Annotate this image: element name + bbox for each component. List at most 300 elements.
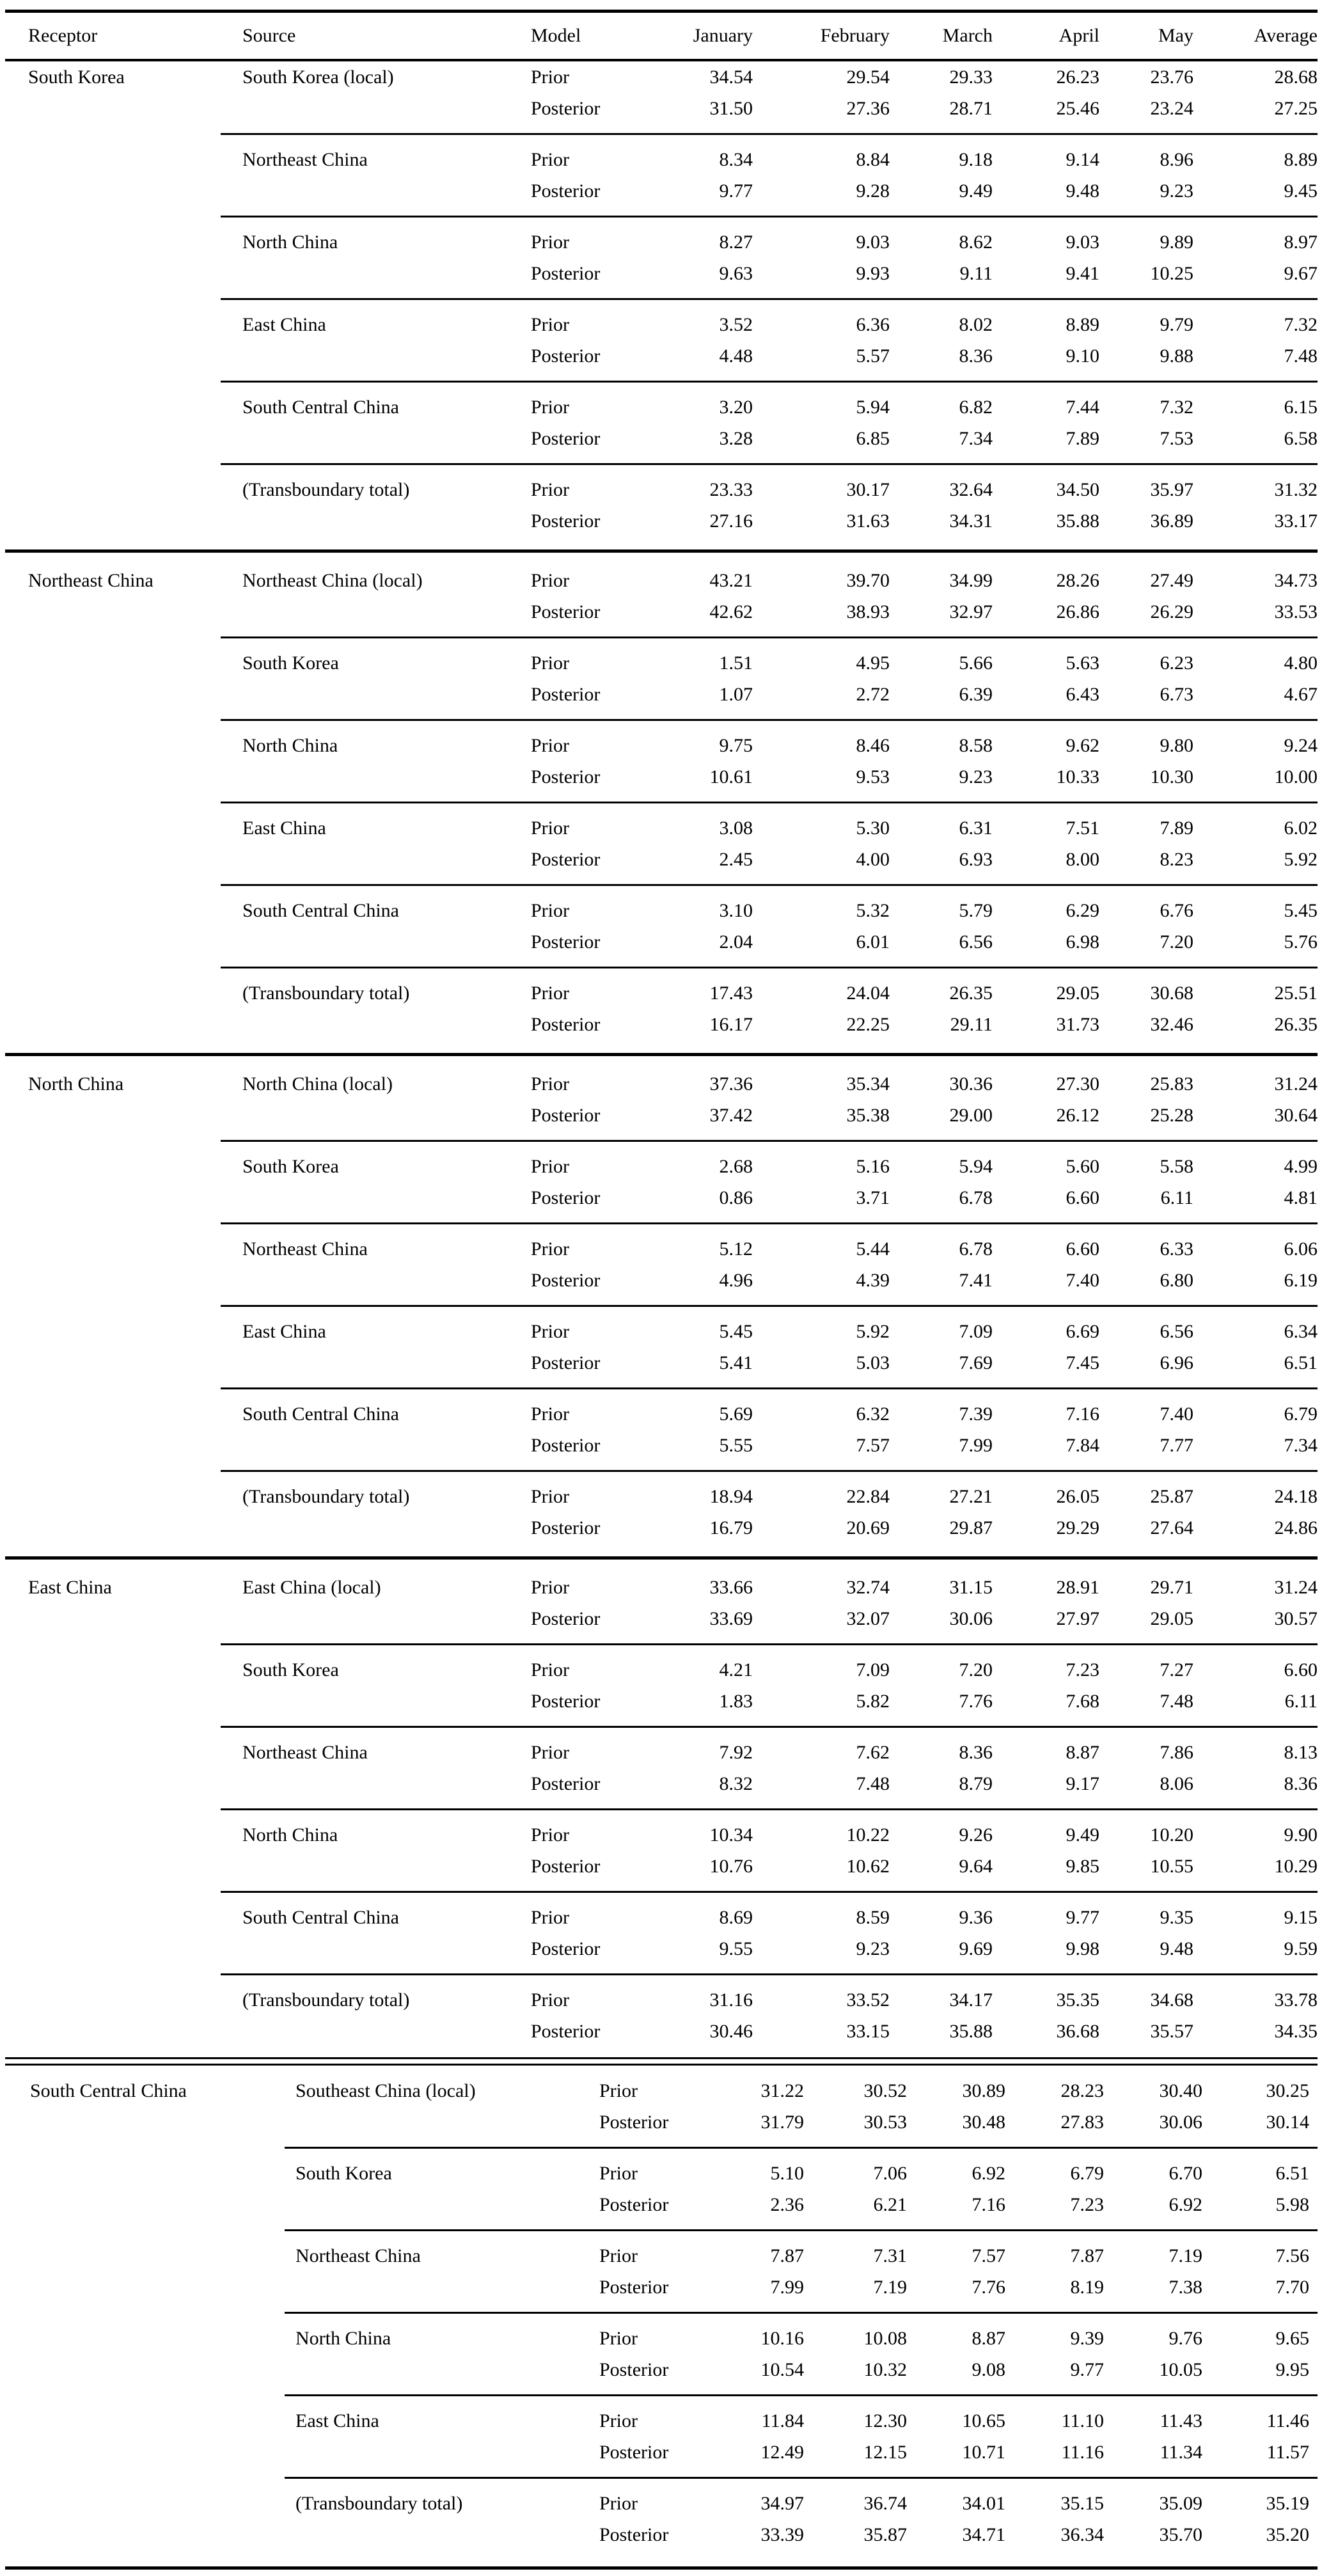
value-cell: 3.28 (719, 427, 753, 449)
source-cell: (Transboundary total) (242, 1485, 410, 1507)
model-cell: Posterior (531, 2020, 601, 2042)
value-cell: 8.96 (1160, 148, 1193, 170)
value-cell: 39.70 (846, 569, 890, 591)
value-cell: 27.16 (709, 510, 753, 532)
value-cell: 36.89 (1150, 510, 1193, 532)
receptor-section (5, 61, 1318, 537)
value-cell: 12.30 (863, 2410, 907, 2431)
value-cell: 10.05 (1159, 2359, 1202, 2380)
value-cell: 10.62 (846, 1855, 890, 1877)
value-cell: 6.58 (1284, 427, 1318, 449)
value-cell: 16.79 (709, 1517, 753, 1538)
value-cell: 9.89 (1160, 231, 1193, 253)
model-cell: Prior (599, 2162, 638, 2184)
table-row (5, 596, 1318, 628)
value-cell: 6.79 (1070, 2162, 1104, 2184)
value-cell: 9.59 (1284, 1938, 1318, 1959)
table-row (5, 1316, 1318, 1347)
value-cell: 29.11 (950, 1013, 993, 1035)
value-cell: 8.59 (856, 1906, 890, 1928)
value-cell: 10.29 (1274, 1855, 1318, 1877)
value-cell: 35.09 (1159, 2492, 1202, 2514)
value-cell: 30.46 (709, 2020, 753, 2042)
value-cell: 8.87 (1066, 1741, 1099, 1763)
value-cell: 7.34 (1284, 1434, 1318, 1456)
value-cell: 10.71 (962, 2441, 1005, 2463)
model-cell: Prior (599, 2245, 638, 2266)
table-row (5, 2106, 1318, 2138)
value-cell: 25.83 (1150, 1073, 1193, 1094)
table-row (5, 2437, 1318, 2468)
value-cell: 8.23 (1160, 848, 1193, 870)
table-row (5, 1902, 1318, 1933)
value-cell: 29.05 (1150, 1608, 1193, 1629)
value-cell: 7.56 (1275, 2245, 1309, 2266)
value-cell: 9.41 (1066, 262, 1099, 284)
value-cell: 7.32 (1160, 396, 1193, 418)
value-cell: 29.05 (1056, 982, 1099, 1004)
group-separator (5, 875, 1318, 895)
value-cell: 0.86 (719, 1187, 753, 1208)
group-separator (5, 2468, 1318, 2488)
value-cell: 7.06 (873, 2162, 907, 2184)
value-cell: 30.17 (846, 478, 890, 500)
group-separator (5, 2385, 1318, 2405)
value-cell: 31.16 (709, 1989, 753, 2011)
value-cell: 3.10 (719, 899, 753, 921)
value-cell: 7.19 (873, 2276, 907, 2298)
value-cell: 7.68 (1066, 1690, 1099, 1712)
value-cell: 9.77 (1066, 1906, 1099, 1928)
model-cell: Prior (531, 313, 569, 335)
group-separator (5, 1634, 1318, 1654)
value-cell: 9.95 (1275, 2359, 1309, 2380)
value-cell: 5.03 (856, 1352, 890, 1373)
value-cell: 2.72 (856, 683, 890, 705)
group-separator (5, 372, 1318, 391)
value-cell: 31.24 (1274, 1073, 1318, 1094)
model-cell: Prior (531, 1485, 569, 1507)
value-cell: 26.29 (1150, 601, 1193, 622)
table-row (5, 2158, 1318, 2189)
value-cell: 7.45 (1066, 1352, 1099, 1373)
value-cell: 34.68 (1150, 1989, 1193, 2011)
value-cell: 9.88 (1160, 345, 1193, 367)
value-cell: 7.41 (959, 1269, 993, 1291)
source-cell: Northeast China (242, 148, 368, 170)
value-cell: 34.17 (949, 1989, 993, 2011)
source-cell: South Central China (242, 899, 399, 921)
value-cell: 7.57 (972, 2245, 1005, 2266)
value-cell: 1.83 (719, 1690, 753, 1712)
value-cell: 30.48 (962, 2111, 1005, 2133)
value-cell: 2.36 (770, 2193, 804, 2215)
value-cell: 3.20 (719, 396, 753, 418)
value-cell: 5.45 (1284, 899, 1318, 921)
value-cell: 10.25 (1150, 262, 1193, 284)
paper-table (5, 0, 1318, 2570)
value-cell: 28.91 (1056, 1576, 1099, 1598)
group-separator (5, 628, 1318, 647)
value-cell: 7.32 (1284, 313, 1318, 335)
model-cell: Posterior (599, 2359, 669, 2380)
value-cell: 7.40 (1160, 1403, 1193, 1425)
value-cell: 5.30 (856, 817, 890, 839)
source-cell: South Central China (242, 396, 399, 418)
value-cell: 36.68 (1056, 2020, 1099, 2042)
value-cell: 6.19 (1284, 1269, 1318, 1291)
value-cell: 26.86 (1056, 601, 1099, 622)
value-cell: 29.33 (949, 66, 993, 88)
value-cell: 35.88 (949, 2020, 993, 2042)
source-cell: South Central China (242, 1906, 399, 1928)
value-cell: 7.20 (1160, 931, 1193, 952)
value-cell: 7.99 (959, 1434, 993, 1456)
value-cell: 10.32 (863, 2359, 907, 2380)
value-cell: 6.29 (1066, 899, 1099, 921)
receptor-section (5, 1572, 1318, 2047)
value-cell: 11.34 (1160, 2441, 1202, 2463)
table-row (5, 391, 1318, 423)
value-cell: 4.00 (856, 848, 890, 870)
receptor-cell: South Central China (30, 2080, 187, 2101)
model-cell: Posterior (531, 97, 601, 119)
table-row (5, 2488, 1318, 2519)
model-cell: Prior (599, 2410, 638, 2431)
value-cell: 42.62 (709, 601, 753, 622)
table-row (5, 93, 1318, 124)
value-cell: 10.20 (1150, 1824, 1193, 1845)
model-cell: Prior (531, 1659, 569, 1680)
value-cell: 7.48 (1160, 1690, 1193, 1712)
receptor-cell: North China (28, 1073, 124, 1094)
value-cell: 7.76 (959, 1690, 993, 1712)
value-cell: 7.09 (856, 1659, 890, 1680)
model-cell: Posterior (599, 2524, 669, 2545)
value-cell: 5.58 (1160, 1155, 1193, 1177)
table-row (5, 1768, 1318, 1799)
model-cell: Prior (599, 2327, 638, 2349)
value-cell: 7.86 (1160, 1741, 1193, 1763)
model-cell: Prior (531, 1320, 569, 1342)
value-cell: 7.48 (856, 1773, 890, 1794)
value-cell: 8.34 (719, 148, 753, 170)
source-cell: South Central China (242, 1403, 399, 1425)
value-cell: 9.15 (1284, 1906, 1318, 1928)
source-cell: North China (242, 231, 338, 253)
value-cell: 11.84 (761, 2410, 804, 2431)
model-cell: Posterior (531, 848, 601, 870)
value-cell: 4.67 (1284, 683, 1318, 705)
value-cell: 33.69 (709, 1608, 753, 1629)
model-cell: Prior (531, 1155, 569, 1177)
model-cell: Prior (531, 1741, 569, 1763)
table-row (5, 2405, 1318, 2437)
receptor-cell: East China (28, 1576, 112, 1598)
value-cell: 6.78 (959, 1187, 993, 1208)
value-cell: 23.24 (1150, 97, 1193, 119)
value-cell: 9.85 (1066, 1855, 1099, 1877)
value-cell: 23.33 (709, 478, 753, 500)
model-cell: Posterior (531, 766, 601, 787)
value-cell: 11.43 (1160, 2410, 1202, 2431)
group-separator (5, 124, 1318, 144)
model-cell: Prior (531, 652, 569, 674)
value-cell: 10.00 (1274, 766, 1318, 787)
value-cell: 4.80 (1284, 652, 1318, 674)
value-cell: 9.03 (1066, 231, 1099, 253)
value-cell: 33.53 (1274, 601, 1318, 622)
value-cell: 5.94 (856, 396, 890, 418)
source-cell: East China (242, 1320, 326, 1342)
value-cell: 6.69 (1066, 1320, 1099, 1342)
group-separator (5, 454, 1318, 474)
column-header-january: January (693, 25, 753, 46)
value-cell: 6.80 (1160, 1269, 1193, 1291)
value-cell: 9.45 (1284, 180, 1318, 201)
value-cell: 6.36 (856, 313, 890, 335)
value-cell: 7.23 (1066, 1659, 1099, 1680)
table-row (5, 977, 1318, 1009)
value-cell: 30.40 (1159, 2080, 1202, 2101)
value-cell: 34.73 (1274, 569, 1318, 591)
value-cell: 27.49 (1150, 569, 1193, 591)
value-cell: 30.64 (1274, 1104, 1318, 1126)
value-cell: 35.70 (1159, 2524, 1202, 2545)
value-cell: 7.57 (856, 1434, 890, 1456)
model-cell: Posterior (531, 931, 601, 952)
value-cell: 10.16 (760, 2327, 804, 2349)
value-cell: 8.32 (719, 1773, 753, 1794)
value-cell: 9.10 (1066, 345, 1099, 367)
value-cell: 6.15 (1284, 396, 1318, 418)
value-cell: 30.06 (949, 1608, 993, 1629)
value-cell: 35.34 (846, 1073, 890, 1094)
value-cell: 8.36 (1284, 1773, 1318, 1794)
value-cell: 34.50 (1056, 478, 1099, 500)
value-cell: 26.12 (1056, 1104, 1099, 1126)
value-cell: 10.55 (1150, 1855, 1193, 1877)
table-row (5, 844, 1318, 875)
value-cell: 16.17 (709, 1013, 753, 1035)
value-cell: 9.76 (1169, 2327, 1202, 2349)
value-cell: 10.34 (709, 1824, 753, 1845)
value-cell: 27.97 (1056, 1608, 1099, 1629)
value-cell: 27.83 (1060, 2111, 1104, 2133)
model-cell: Posterior (531, 510, 601, 532)
table-body (5, 61, 1318, 2550)
value-cell: 24.18 (1274, 1485, 1318, 1507)
table-row (5, 1686, 1318, 1717)
table-row (5, 2519, 1318, 2550)
source-cell: Southeast China (local) (295, 2080, 476, 2101)
table-row (5, 1068, 1318, 1100)
value-cell: 5.57 (856, 345, 890, 367)
table-row (5, 144, 1318, 175)
model-cell: Posterior (531, 1104, 601, 1126)
value-cell: 7.87 (770, 2245, 804, 2266)
group-separator (5, 1717, 1318, 1737)
value-cell: 8.36 (959, 345, 993, 367)
source-cell: South Korea (local) (242, 66, 394, 88)
value-cell: 33.17 (1274, 510, 1318, 532)
value-cell: 6.21 (873, 2193, 907, 2215)
table-row (5, 812, 1318, 844)
model-cell: Prior (599, 2080, 638, 2101)
value-cell: 5.12 (719, 1238, 753, 1260)
value-cell: 29.00 (949, 1104, 993, 1126)
value-cell: 8.46 (856, 734, 890, 756)
value-cell: 5.44 (856, 1238, 890, 1260)
table-row (5, 1347, 1318, 1379)
value-cell: 28.71 (949, 97, 993, 119)
table-row (5, 565, 1318, 596)
source-cell: East China (242, 817, 326, 839)
value-cell: 8.69 (719, 1906, 753, 1928)
value-cell: 9.24 (1284, 734, 1318, 756)
value-cell: 5.92 (856, 1320, 890, 1342)
value-cell: 29.87 (949, 1517, 993, 1538)
value-cell: 27.21 (949, 1485, 993, 1507)
value-cell: 5.32 (856, 899, 890, 921)
value-cell: 36.74 (863, 2492, 907, 2514)
source-cell: (Transboundary total) (242, 982, 410, 1004)
table-row (5, 730, 1318, 761)
value-cell: 11.57 (1266, 2441, 1309, 2463)
group-separator (5, 1461, 1318, 1481)
value-cell: 5.45 (719, 1320, 753, 1342)
source-cell: Northeast China (295, 2245, 421, 2266)
value-cell: 6.06 (1284, 1238, 1318, 1260)
value-cell: 36.34 (1060, 2524, 1104, 2545)
group-separator (5, 710, 1318, 730)
value-cell: 6.79 (1284, 1403, 1318, 1425)
table-row (5, 309, 1318, 340)
table-bottom-rule (5, 2566, 1318, 2570)
value-cell: 6.51 (1284, 1352, 1318, 1373)
value-cell: 9.48 (1160, 1938, 1193, 1959)
value-cell: 22.84 (846, 1485, 890, 1507)
value-cell: 6.60 (1066, 1238, 1099, 1260)
value-cell: 7.48 (1284, 345, 1318, 367)
value-cell: 27.36 (846, 97, 890, 119)
model-cell: Prior (531, 478, 569, 500)
value-cell: 25.46 (1056, 97, 1099, 119)
table-row (5, 2323, 1318, 2354)
value-cell: 6.70 (1169, 2162, 1202, 2184)
value-cell: 30.57 (1274, 1608, 1318, 1629)
value-cell: 8.06 (1160, 1773, 1193, 1794)
value-cell: 7.09 (959, 1320, 993, 1342)
value-cell: 30.68 (1150, 982, 1193, 1004)
value-cell: 5.63 (1066, 652, 1099, 674)
group-separator (5, 1213, 1318, 1233)
model-cell: Posterior (531, 427, 601, 449)
source-cell: East China (local) (242, 1576, 381, 1598)
value-cell: 9.64 (959, 1855, 993, 1877)
model-cell: Posterior (531, 1013, 601, 1035)
table-row (5, 1572, 1318, 1603)
group-separator (5, 1379, 1318, 1398)
value-cell: 7.38 (1169, 2276, 1202, 2298)
value-cell: 9.77 (1070, 2359, 1104, 2380)
model-cell: Prior (531, 1403, 569, 1425)
value-cell: 34.54 (709, 66, 753, 88)
value-cell: 33.52 (846, 1989, 890, 2011)
table-row (5, 926, 1318, 958)
value-cell: 6.33 (1160, 1238, 1193, 1260)
value-cell: 6.51 (1275, 2162, 1309, 2184)
value-cell: 6.39 (959, 683, 993, 705)
model-cell: Prior (531, 231, 569, 253)
table-header-row (5, 13, 1318, 59)
value-cell: 8.19 (1070, 2276, 1104, 2298)
value-cell: 35.15 (1060, 2492, 1104, 2514)
model-cell: Prior (531, 982, 569, 1004)
table-row (5, 61, 1318, 93)
value-cell: 7.87 (1070, 2245, 1104, 2266)
value-cell: 7.16 (1066, 1403, 1099, 1425)
group-separator (5, 207, 1318, 226)
value-cell: 31.32 (1274, 478, 1318, 500)
table-row (5, 1265, 1318, 1296)
value-cell: 8.89 (1066, 313, 1099, 335)
receptor-cell: South Korea (28, 66, 125, 88)
value-cell: 7.39 (959, 1403, 993, 1425)
receptor-cell: Northeast China (28, 569, 153, 591)
value-cell: 6.60 (1284, 1659, 1318, 1680)
table-row (5, 1933, 1318, 1964)
value-cell: 20.69 (846, 1517, 890, 1538)
section-separator (5, 1544, 1318, 1572)
source-cell: East China (295, 2410, 379, 2431)
value-cell: 9.11 (959, 262, 993, 284)
value-cell: 7.99 (770, 2276, 804, 2298)
value-cell: 7.51 (1066, 817, 1099, 839)
value-cell: 9.75 (719, 734, 753, 756)
value-cell: 9.35 (1160, 1906, 1193, 1928)
table-row (5, 474, 1318, 505)
table-row (5, 1233, 1318, 1265)
value-cell: 38.93 (846, 601, 890, 622)
value-cell: 6.78 (959, 1238, 993, 1260)
model-cell: Prior (531, 1576, 569, 1598)
table-row (5, 679, 1318, 710)
group-separator (5, 2303, 1318, 2323)
column-header-average: Average (1254, 25, 1318, 46)
value-cell: 4.39 (856, 1269, 890, 1291)
receptor-section (5, 2075, 1318, 2550)
receptor-section (5, 565, 1318, 1040)
value-cell: 8.00 (1066, 848, 1099, 870)
value-cell: 28.23 (1060, 2080, 1104, 2101)
model-cell: Prior (531, 1906, 569, 1928)
table-row (5, 1512, 1318, 1544)
value-cell: 33.15 (846, 2020, 890, 2042)
source-cell: South Korea (242, 1155, 339, 1177)
value-cell: 3.08 (719, 817, 753, 839)
value-cell: 5.94 (959, 1155, 993, 1177)
value-cell: 32.97 (949, 601, 993, 622)
value-cell: 3.71 (856, 1187, 890, 1208)
value-cell: 34.99 (949, 569, 993, 591)
model-cell: Prior (531, 1824, 569, 1845)
group-separator (5, 289, 1318, 309)
group-separator (5, 1799, 1318, 1819)
value-cell: 9.53 (856, 766, 890, 787)
value-cell: 29.29 (1056, 1517, 1099, 1538)
value-cell: 25.28 (1150, 1104, 1193, 1126)
